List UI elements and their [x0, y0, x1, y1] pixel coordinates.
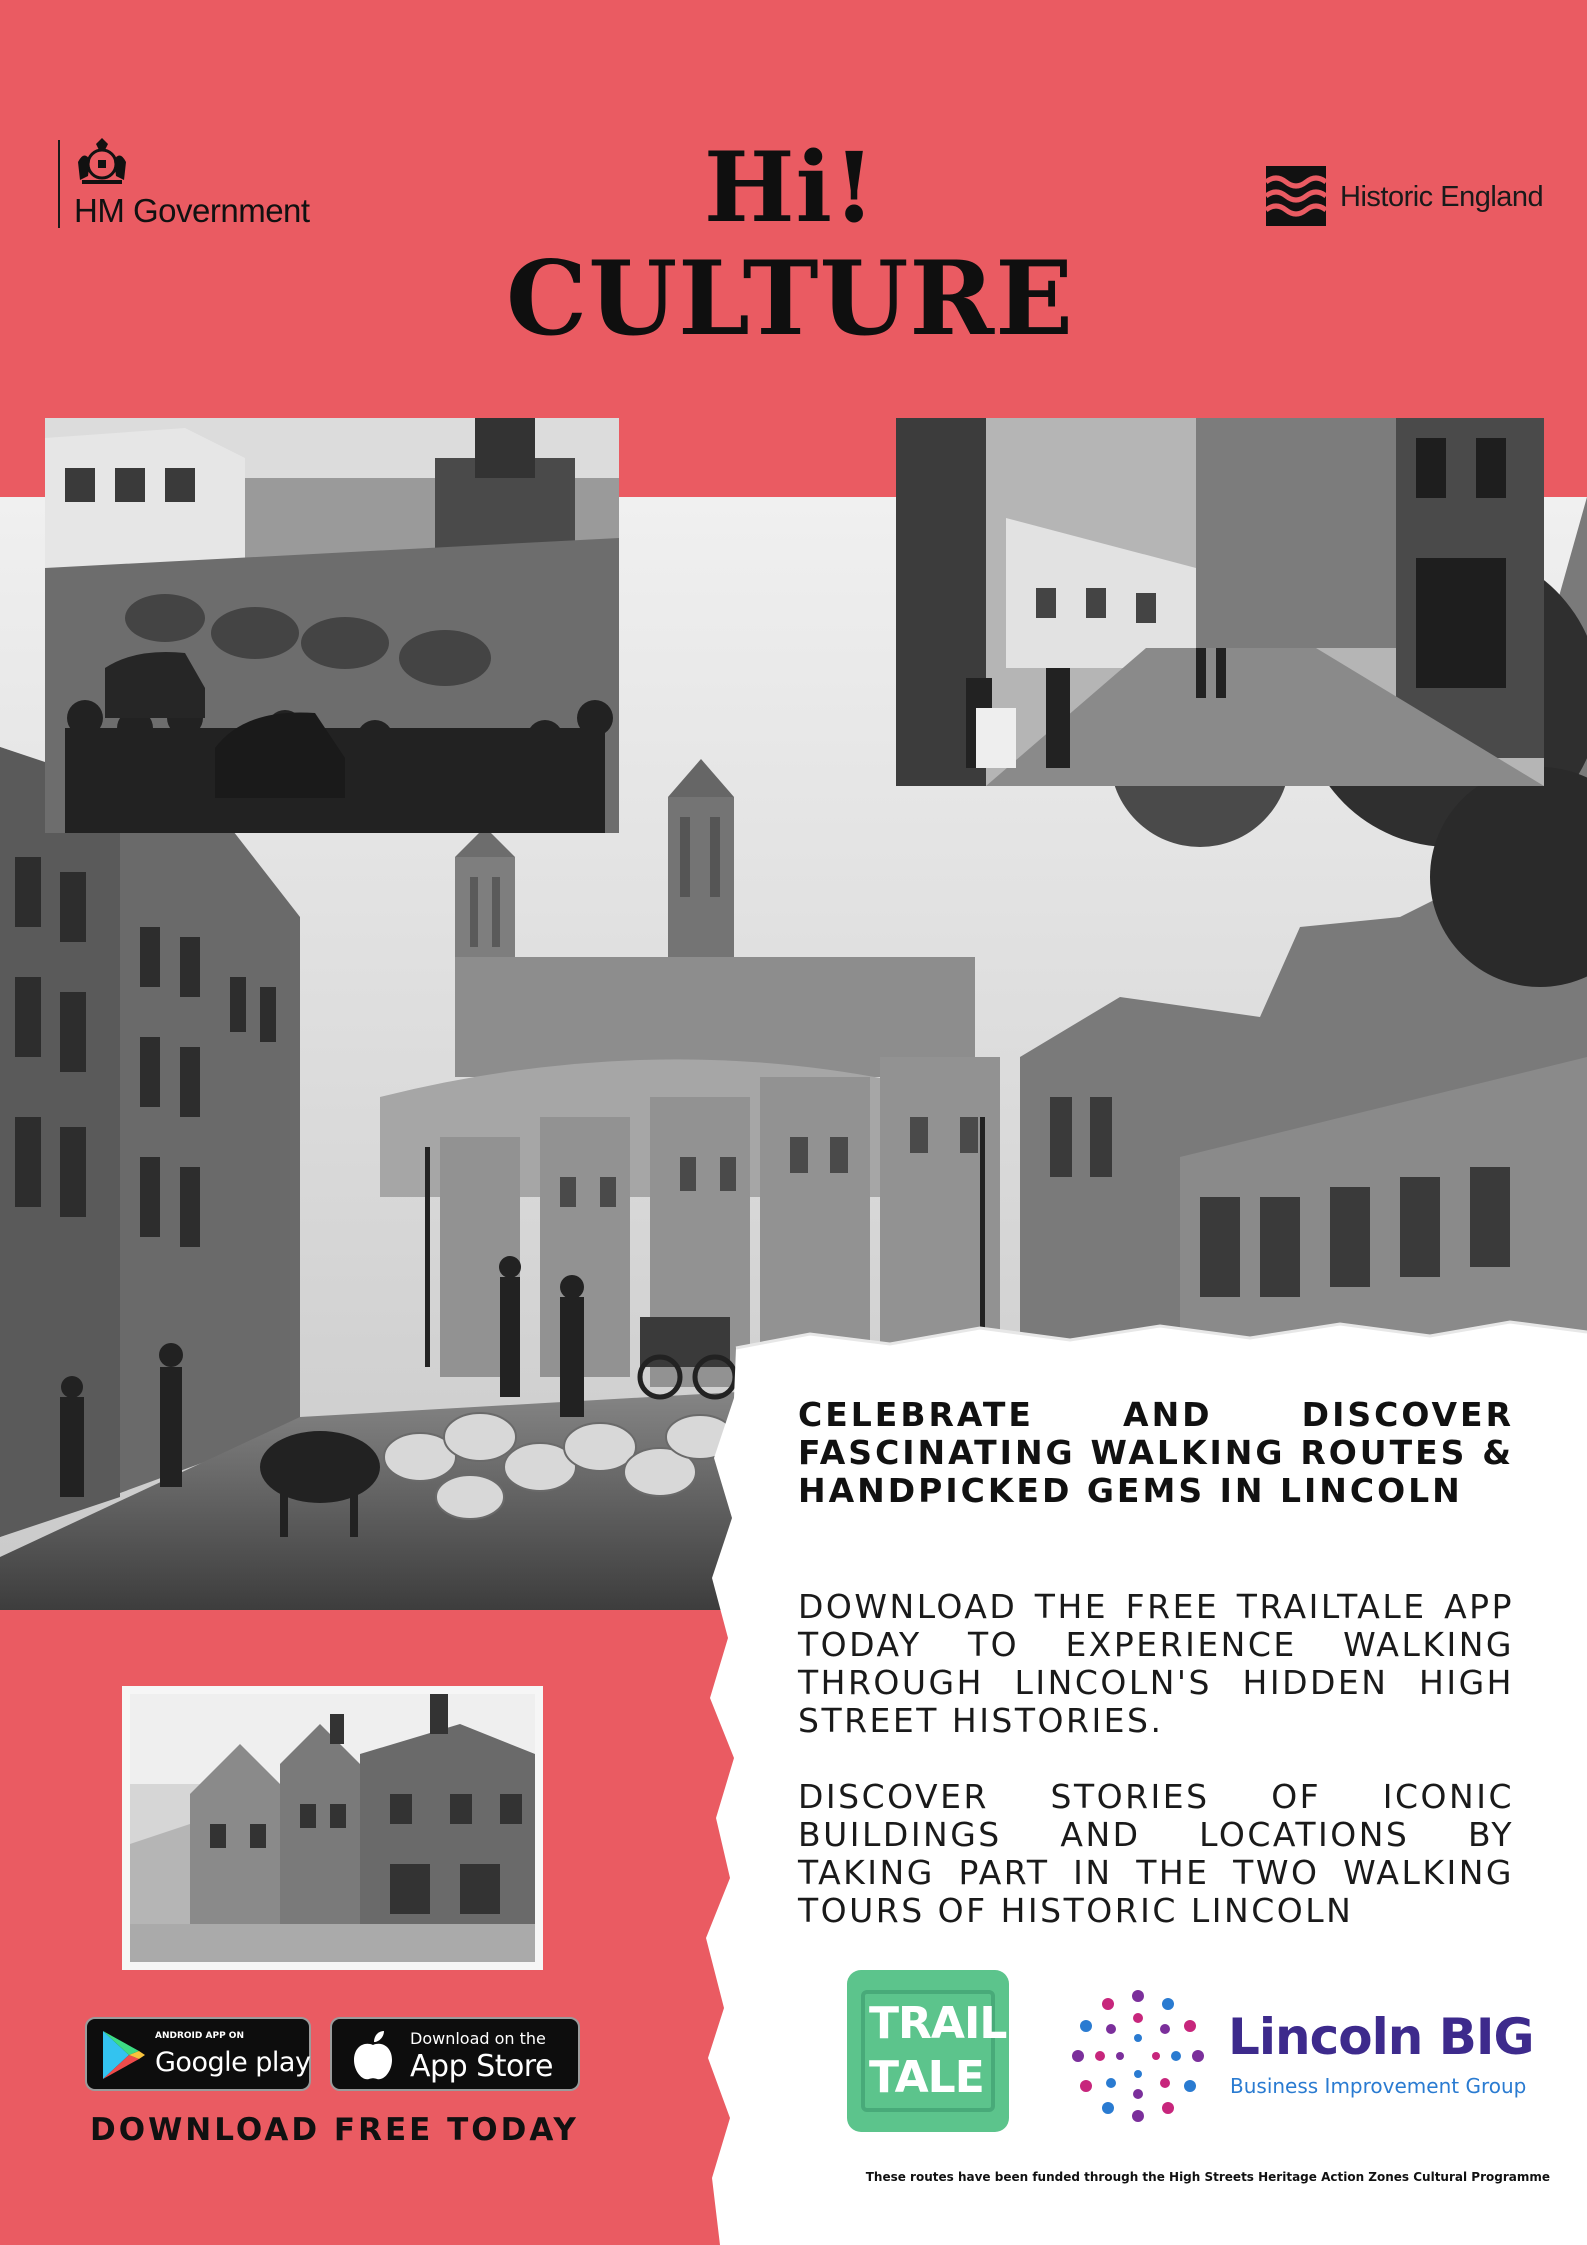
royal-crest-icon: [74, 136, 130, 186]
trailtale-word-2: TALE: [869, 2052, 984, 2103]
google-badge-small-text: ANDROID APP ON: [155, 2031, 244, 2041]
hm-government-label: HM Government: [74, 192, 310, 229]
historic-england-wave-icon: [1266, 166, 1326, 226]
lincoln-big-name: Lincoln BIG: [1228, 2008, 1534, 2066]
google-play-button[interactable]: [85, 2017, 311, 2091]
apple-badge-small-text: Download on the: [410, 2029, 546, 2048]
discover-paragraph: DISCOVER STORIES OF ICONIC BUILDINGS AND LOCATIONS BY TAKING PART IN THE TWO WALKING TOURS OF HISTORIC LINCOLN: [798, 1777, 1514, 1930]
hm-government-logo: [58, 136, 358, 236]
historic-england-label: Historic England: [1340, 181, 1544, 213]
app-store-button[interactable]: [330, 2017, 580, 2091]
lincoln-big-logo: [1068, 1986, 1548, 2126]
page-title: [440, 131, 1140, 359]
google-badge-big-text: Google play: [155, 2047, 311, 2078]
dot-circle-icon: [1068, 1986, 1208, 2126]
trailtale-logo: [847, 1970, 1009, 2132]
cobbled-street-photo: [896, 418, 1544, 786]
shop-fronts-photo: [122, 1686, 543, 1970]
info-panel: [690, 1318, 1587, 2245]
trailtale-word-1: TRAIL: [869, 1998, 1007, 2049]
title-line-2: CULTURE: [506, 239, 1074, 359]
apple-badge-big-text: App Store: [410, 2049, 553, 2084]
download-free-cta: DOWNLOAD FREE TODAY: [90, 2112, 579, 2148]
apple-icon: [350, 2029, 396, 2081]
download-paragraph: DOWNLOAD THE FREE TRAILTALE APP TODAY TO EXPERIENCE WALKING THROUGH LINCOLN'S HIDDEN HIGH STREET HISTORIES.: [798, 1587, 1514, 1740]
elephant-parade-photo: [45, 418, 619, 833]
historic-england-logo: [1266, 166, 1544, 230]
cobbled-street-art: [896, 418, 1544, 786]
logo-divider: [58, 140, 60, 228]
funding-note: These routes have been funded through the High Streets Heritage Action Zones Cultural Programme: [865, 2170, 1550, 2184]
elephant-parade-art: [45, 418, 619, 833]
google-play-icon: [99, 2029, 147, 2081]
title-line-1: Hi!: [703, 131, 877, 244]
headline: CELEBRATE AND DISCOVER FASCINATING WALKING ROUTES & HANDPICKED GEMS IN LINCOLN: [798, 1395, 1514, 1510]
shop-fronts-art: [130, 1694, 535, 1962]
lincoln-big-subtitle: Business Improvement Group: [1230, 2074, 1527, 2098]
